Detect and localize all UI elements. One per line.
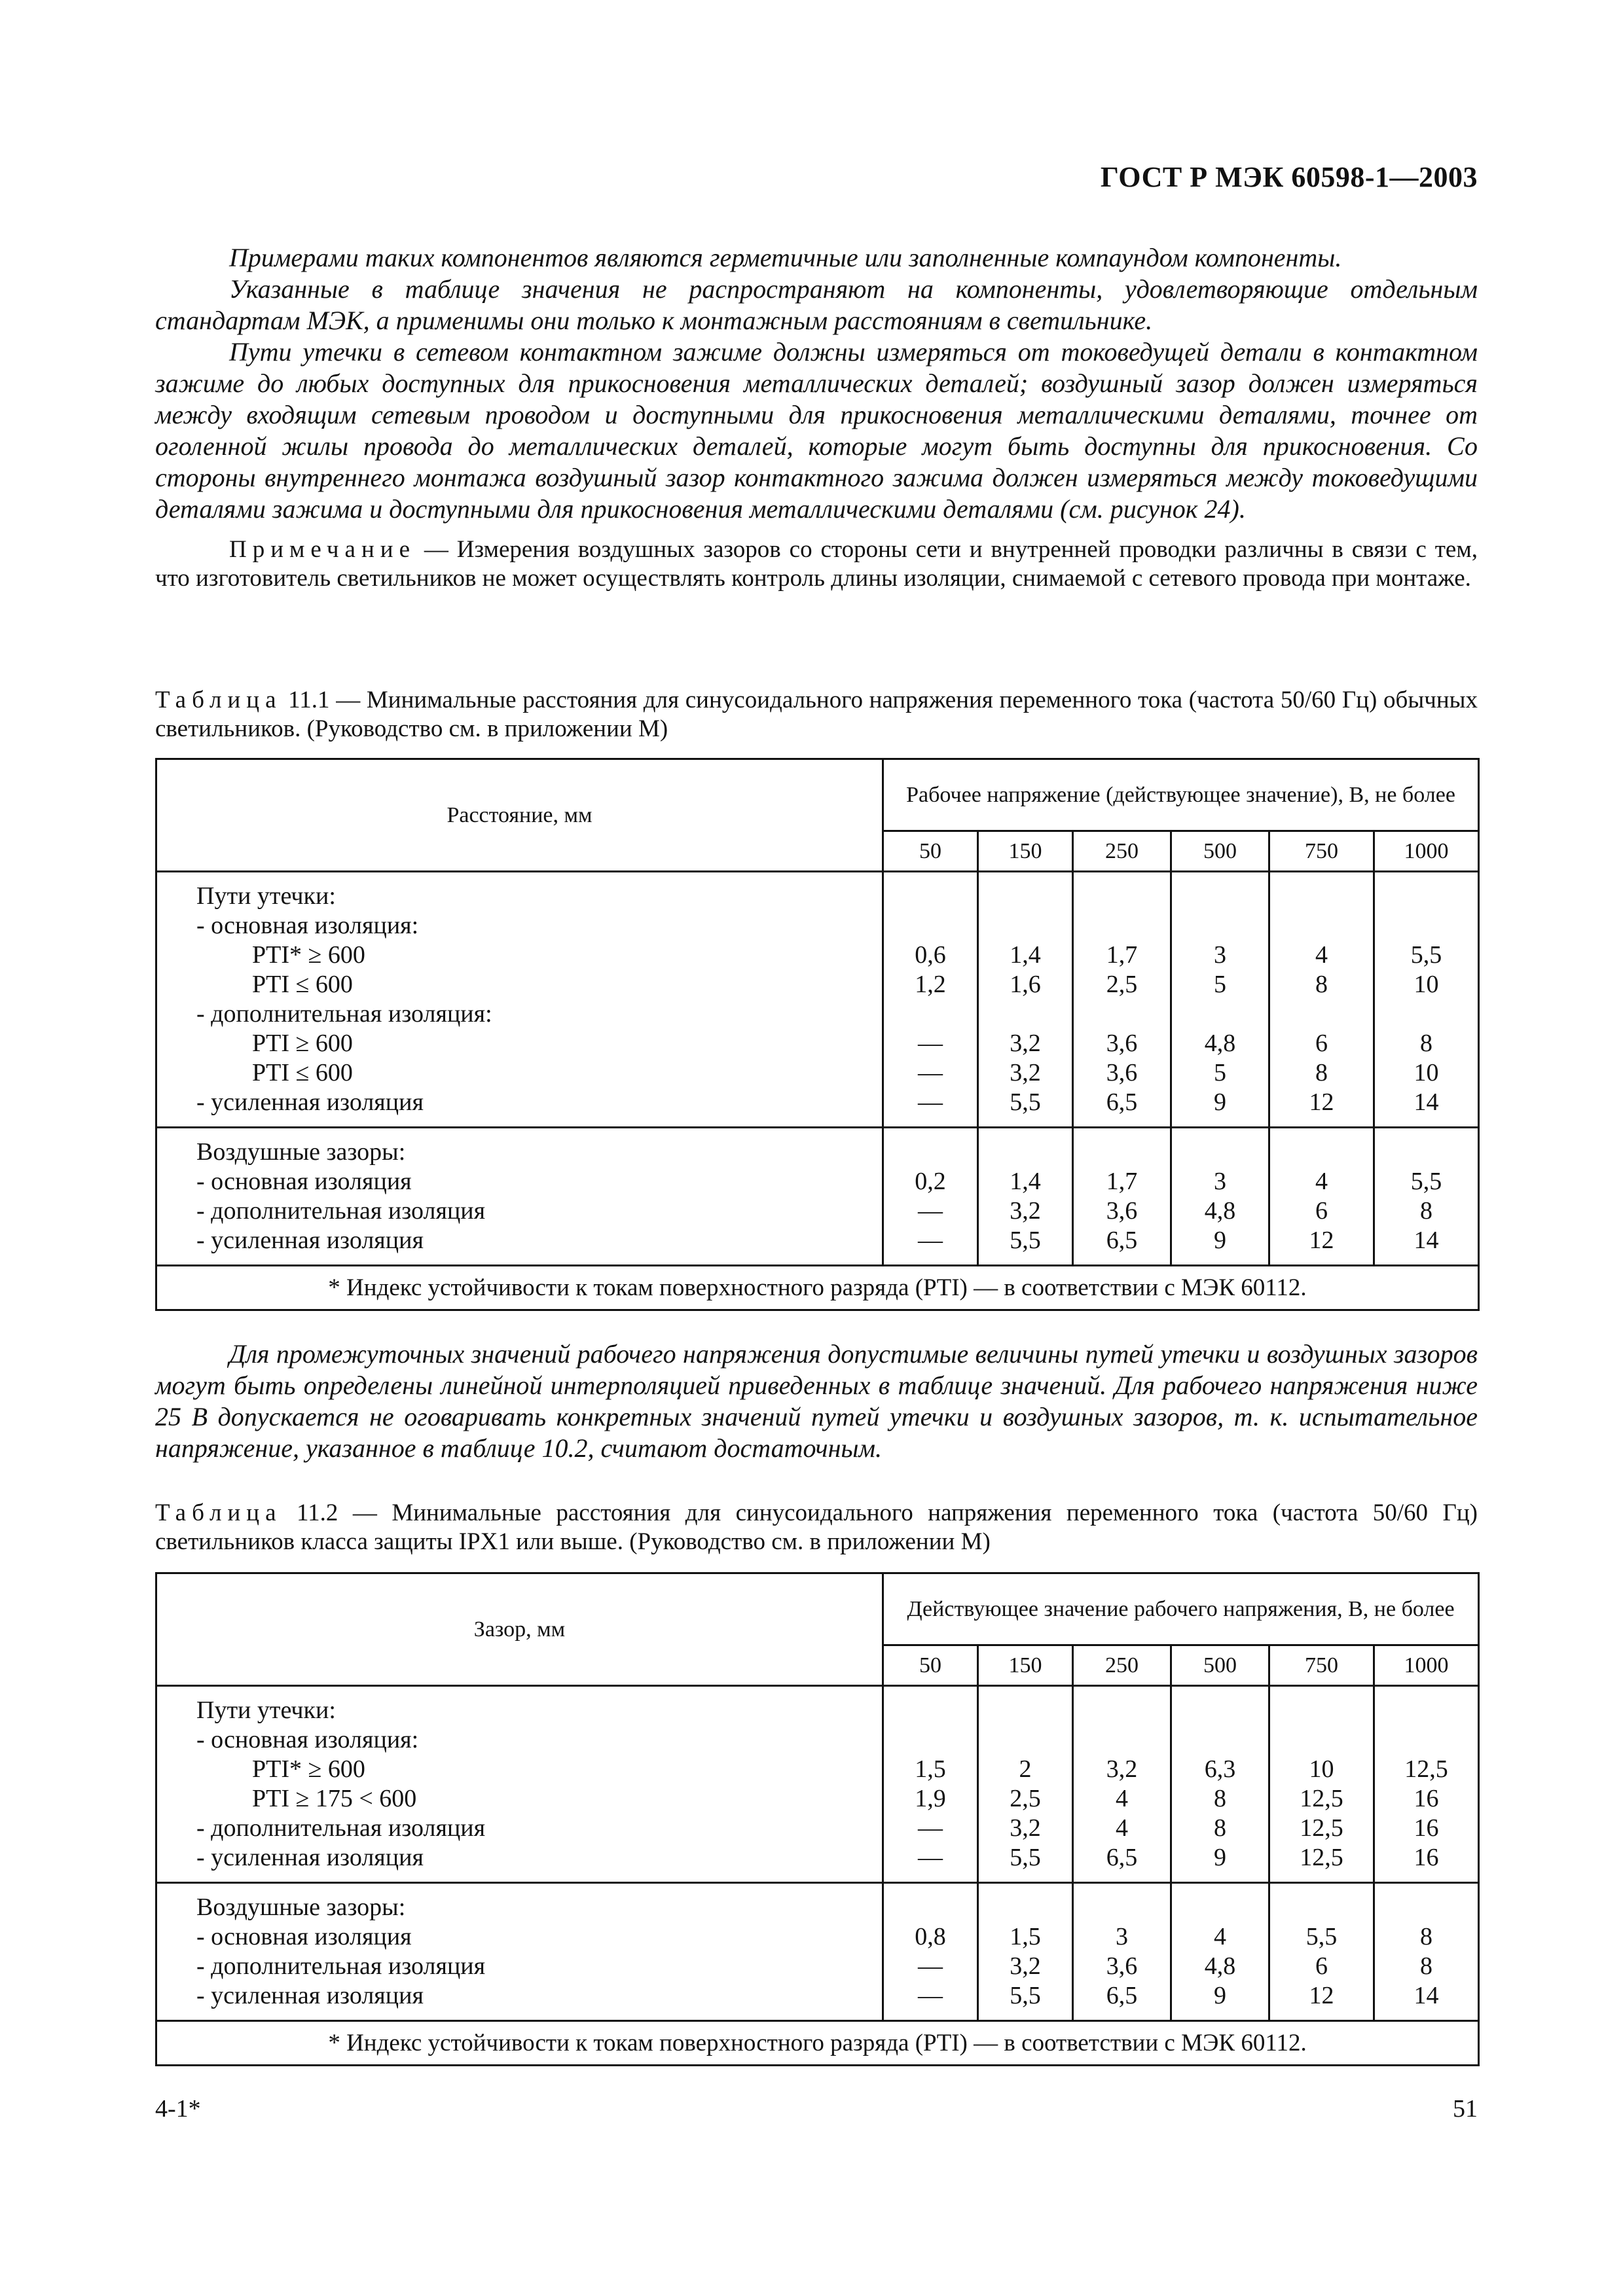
table-cell-value: 4,8: [1204, 1197, 1236, 1225]
label: - усиленная изоляция: [196, 1227, 424, 1254]
table-cell-spacer: [1172, 1893, 1268, 1922]
table-cell-value: 16: [1413, 1844, 1439, 1871]
table-cell-value: 8: [1420, 1030, 1432, 1057]
page-number: 51: [1453, 2095, 1478, 2123]
table-cell-value: 3,2: [1010, 1030, 1041, 1057]
table-cell-spacer: [979, 1725, 1072, 1755]
table-cell-value: 8: [1214, 1814, 1226, 1842]
table1-creepage-col-750: [1269, 872, 1374, 1128]
table-cell-spacer: [884, 882, 977, 911]
table-cell-spacer: [1375, 1893, 1478, 1922]
label: - основная изоляция:: [196, 912, 419, 939]
table1-caption-label: Таблица: [155, 687, 282, 713]
table-cell-value: 3,2: [1010, 1197, 1041, 1225]
table-cell-spacer: [1172, 1696, 1268, 1725]
table1-group-header: Рабочее напряжение (действующее значение), В, не более: [883, 759, 1479, 831]
table-cell-value: 8: [1420, 1197, 1432, 1225]
table-cell-value: 4: [1315, 1168, 1328, 1195]
table-cell-value: 4,8: [1204, 1952, 1236, 1980]
table-cell-value: 3: [1214, 941, 1226, 969]
table-cell-value: 10: [1413, 971, 1439, 998]
table-cell-spacer: [1375, 911, 1478, 941]
table1-footnote: * Индекс устойчивости к токам поверхностного разряда (PTI) — в соответствии с МЭК 60112.: [156, 1266, 1479, 1310]
label: - усиленная изоляция: [196, 1844, 424, 1871]
table-cell-value: 10: [1413, 1059, 1439, 1086]
document-id: ГОСТ Р МЭК 60598-1—2003: [1100, 161, 1478, 193]
table-cell-value: 6: [1315, 1030, 1328, 1057]
table2-voltage-750: 750: [1269, 1645, 1374, 1686]
intro-text: [155, 242, 1478, 593]
table-cell-value: 3: [1214, 1168, 1226, 1195]
table-cell-value: 4: [1116, 1785, 1128, 1812]
table-cell-spacer: [979, 882, 1072, 911]
table-cell-value: 14: [1413, 1982, 1439, 2009]
table-cell-value: 3,2: [1106, 1755, 1138, 1783]
table2-creepage-col-500: [1171, 1686, 1269, 1883]
table-cell-value: 6,5: [1106, 1088, 1138, 1116]
note: [155, 535, 1478, 593]
label: PTI* ≥ 600: [252, 941, 365, 969]
table-cell-value: 6,3: [1204, 1755, 1236, 1783]
table-cell-value: —: [918, 1952, 943, 1980]
table-cell-spacer: [1270, 999, 1373, 1029]
table1-creepage-col-250: [1073, 872, 1171, 1128]
table-cell-spacer: [1270, 882, 1373, 911]
table-cell-value: 6: [1315, 1952, 1328, 1980]
label: PTI* ≥ 600: [252, 1755, 365, 1783]
table-cell-value: 1,5: [1010, 1923, 1041, 1950]
table-cell-spacer: [884, 1138, 977, 1167]
table-cell-spacer: [884, 1893, 977, 1922]
label: PTI ≥ 175 < 600: [252, 1785, 417, 1812]
table-cell-value: 8: [1315, 971, 1328, 998]
table-cell-value: 3,2: [1010, 1059, 1041, 1086]
table2-creepage-col-1000: [1374, 1686, 1479, 1883]
table-cell-spacer: [884, 1725, 977, 1755]
table1-voltage-50: 50: [883, 831, 978, 872]
table-cell-spacer: [979, 911, 1072, 941]
table1-voltage-1000: 1000: [1374, 831, 1479, 872]
label: - дополнительная изоляция: [196, 1197, 486, 1225]
table-cell-value: 9: [1214, 1088, 1226, 1116]
table2-voltage-500: 500: [1171, 1645, 1269, 1686]
table1-caption-text: 11.1 — Минимальные расстояния для синусоидального напряжения переменного тока (частота 50/60 Гц) обычных светильников. (Руководство см. в приложении М): [155, 687, 1478, 742]
table-cell-spacer: [1172, 1138, 1268, 1167]
table2-clearance-col-750: [1269, 1883, 1374, 2021]
paragraph-interpolation: Для промежуточных значений рабочего напряжения допустимые величины путей утечки и воздушных зазоров могут быть определены линейной интерполяцией приведенных в таблице значений. Для рабочего напряжения ниже 25 В допускается не оговаривать конкретных значений путей утечки и воздушных зазоров, т. к. испытательное напряжение, указанное в таблице 10.2, считают достаточным.: [155, 1339, 1478, 1463]
table-11-1: [155, 758, 1480, 1311]
table1-voltage-250: 250: [1073, 831, 1171, 872]
table2-creepage-col-250: [1073, 1686, 1171, 1883]
table2-group-header: Действующее значение рабочего напряжения, В, не более: [883, 1573, 1479, 1645]
table-cell-value: 4: [1116, 1814, 1128, 1842]
table-cell-spacer: [1074, 882, 1170, 911]
table1-row-header: Расстояние, мм: [156, 759, 883, 872]
table2-creepage-labels: [156, 1686, 883, 1883]
table-cell-value: 3,6: [1106, 1197, 1138, 1225]
table-cell-value: 1,4: [1010, 1168, 1041, 1195]
table-cell-value: 14: [1413, 1088, 1439, 1116]
table2-clearance-col-500: [1171, 1883, 1269, 2021]
table-cell-spacer: [1375, 882, 1478, 911]
table1-creepage-col-50: [883, 872, 978, 1128]
label: Пути утечки:: [196, 1696, 336, 1724]
table-cell-spacer: [1074, 1893, 1170, 1922]
table-cell-spacer: [1074, 911, 1170, 941]
table2-row-header: Зазор, мм: [156, 1573, 883, 1686]
interpolation-text: [155, 1338, 1478, 1464]
table-cell-value: 3,2: [1010, 1814, 1041, 1842]
table1-clearance-labels: [156, 1128, 883, 1266]
table-cell-spacer: [1172, 911, 1268, 941]
table1-caption: [155, 686, 1478, 744]
note-text: — Измерения воздушных зазоров со стороны сети и внутренней проводки различны в связи с тем, что изготовитель светильников не может осуществлять контроль длины изоляции, снимаемой с сетевого провода при монтаже.: [155, 536, 1478, 592]
table-cell-spacer: [1270, 1893, 1373, 1922]
table-cell-value: 0,6: [915, 941, 946, 969]
table-cell-spacer: [1172, 1725, 1268, 1755]
table2-voltage-250: 250: [1073, 1645, 1171, 1686]
table-cell-value: 6,5: [1106, 1227, 1138, 1254]
table-cell-value: 5,5: [1010, 1088, 1041, 1116]
table-cell-value: —: [918, 1814, 943, 1842]
table1-clearance-col-500: [1171, 1128, 1269, 1266]
table-cell-spacer: [979, 1893, 1072, 1922]
table-cell-value: 12: [1309, 1982, 1334, 2009]
table2-clearance-labels: [156, 1883, 883, 2021]
table2-creepage-col-150: [978, 1686, 1073, 1883]
table-cell-value: 3,6: [1106, 1030, 1138, 1057]
table1-clearance-col-750: [1269, 1128, 1374, 1266]
table-cell-spacer: [1172, 882, 1268, 911]
table-cell-value: —: [918, 1844, 943, 1871]
table-cell-value: 4: [1315, 941, 1328, 969]
sheet-mark: 4-1*: [155, 2095, 201, 2123]
paragraph-terminals: Пути утечки в сетевом контактном зажиме должны измеряться от токоведущей детали в контактном зажиме до любых доступных для прикосновения металлических деталей; воздушный зазор должен измеряться между входящим сетевым проводом и доступными для прикосновения металлическими деталями, точнее от оголенной жилы провода до металлических деталей, которые могут быть доступны для прикосновения. Со стороны внутреннего монтажа воздушный зазор контактного зажима должен измеряться между токоведущими деталями зажима и доступными для прикосновения металлическими деталями (см. рисунок 24).: [155, 337, 1478, 524]
table-cell-value: 5,5: [1410, 941, 1442, 969]
table-cell-value: 1,7: [1106, 1168, 1138, 1195]
table-11-2: [155, 1572, 1480, 2066]
table-cell-value: 4: [1214, 1923, 1226, 1950]
table-cell-spacer: [884, 1696, 977, 1725]
table-cell-value: 4,8: [1204, 1030, 1236, 1057]
table-cell-spacer: [1074, 999, 1170, 1029]
table-cell-value: 0,2: [915, 1168, 946, 1195]
table-cell-value: 5: [1214, 1059, 1226, 1086]
table-cell-value: 8: [1315, 1059, 1328, 1086]
table2-clearance-col-250: [1073, 1883, 1171, 2021]
table-cell-value: 5,5: [1010, 1227, 1041, 1254]
table-cell-value: —: [918, 1197, 943, 1225]
note-label: Примечание: [229, 536, 416, 563]
table1-clearance-col-150: [978, 1128, 1073, 1266]
table-cell-spacer: [1375, 1725, 1478, 1755]
table-cell-spacer: [1074, 1138, 1170, 1167]
table-cell-value: 16: [1413, 1814, 1439, 1842]
table-cell-value: 0,8: [915, 1923, 946, 1950]
table-cell-spacer: [979, 1696, 1072, 1725]
table-cell-value: —: [918, 1059, 943, 1086]
table-cell-value: 6: [1315, 1197, 1328, 1225]
table-cell-spacer: [884, 999, 977, 1029]
table-cell-value: 5,5: [1305, 1923, 1338, 1950]
table-cell-value: —: [918, 1227, 943, 1254]
table2-voltage-1000: 1000: [1374, 1645, 1479, 1686]
table-cell-value: 14: [1413, 1227, 1439, 1254]
label: - усиленная изоляция: [196, 1982, 424, 2009]
table-cell-value: 8: [1214, 1785, 1226, 1812]
table-cell-spacer: [1270, 911, 1373, 941]
table-cell-value: 6,5: [1106, 1844, 1138, 1871]
table-cell-value: 6,5: [1106, 1982, 1138, 2009]
table-cell-spacer: [1172, 999, 1268, 1029]
label: - усиленная изоляция: [196, 1088, 424, 1116]
table1-voltage-750: 750: [1269, 831, 1374, 872]
table1-clearance-col-250: [1073, 1128, 1171, 1266]
table-cell-value: 12,5: [1300, 1844, 1343, 1871]
table1-clearance-col-1000: [1374, 1128, 1479, 1266]
table-cell-value: 3,2: [1010, 1952, 1041, 1980]
table-cell-value: 2,5: [1106, 971, 1138, 998]
table1-creepage-labels: [156, 872, 883, 1128]
table-cell-spacer: [1074, 1696, 1170, 1725]
table-cell-value: —: [918, 1982, 943, 2009]
table-cell-value: 12,5: [1404, 1755, 1448, 1783]
table-cell-value: 2,5: [1010, 1785, 1041, 1812]
table2-caption-label: Таблица: [155, 1499, 282, 1526]
table1-voltage-500: 500: [1171, 831, 1269, 872]
table-cell-value: 1,9: [915, 1785, 946, 1812]
table-cell-value: 8: [1420, 1952, 1433, 1980]
table-cell-value: 3: [1116, 1923, 1128, 1950]
label: PTI ≤ 600: [252, 1059, 353, 1086]
table1-voltage-150: 150: [978, 831, 1073, 872]
table-cell-spacer: [1375, 999, 1478, 1029]
table2-footnote: * Индекс устойчивости к токам поверхностного разряда (PTI) — в соответствии с МЭК 60112.: [156, 2021, 1479, 2066]
label: - основная изоляция: [196, 1168, 412, 1195]
table-cell-value: 9: [1214, 1982, 1226, 2009]
table2-creepage-col-50: [883, 1686, 978, 1883]
table-cell-spacer: [1270, 1696, 1373, 1725]
table1-creepage-col-500: [1171, 872, 1269, 1128]
table-cell-value: —: [918, 1088, 943, 1116]
table2-caption: [155, 1499, 1478, 1556]
table-cell-spacer: [1375, 1138, 1478, 1167]
table-cell-value: 12: [1309, 1227, 1334, 1254]
table-cell-value: 1,2: [915, 971, 946, 998]
table2-clearance-col-150: [978, 1883, 1073, 2021]
table-cell-value: 1,6: [1010, 971, 1041, 998]
table1-clearance-col-50: [883, 1128, 978, 1266]
table-cell-value: 9: [1214, 1844, 1226, 1871]
table-cell-spacer: [1375, 1696, 1478, 1725]
table-cell-value: 12,5: [1300, 1785, 1343, 1812]
table-cell-value: 2: [1019, 1755, 1032, 1783]
paragraph-components: Указанные в таблице значения не распространяют на компоненты, удовлетворяющие отдельным стандартам МЭК, а применимы они только к монтажным расстояниям в светильнике.: [155, 274, 1478, 335]
table-cell-spacer: [1270, 1138, 1373, 1167]
table-cell-value: 1,4: [1010, 941, 1041, 969]
label: - основная изоляция: [196, 1923, 412, 1950]
table-cell-spacer: [884, 911, 977, 941]
table-cell-value: 12,5: [1300, 1814, 1343, 1842]
table-cell-spacer: [1074, 1725, 1170, 1755]
table-cell-value: 1,5: [915, 1755, 946, 1783]
label: - основная изоляция:: [196, 1726, 419, 1753]
label: - дополнительная изоляция: [196, 1952, 486, 1980]
table2-voltage-150: 150: [978, 1645, 1073, 1686]
table-cell-value: 3,6: [1106, 1059, 1138, 1086]
table-cell-value: 1,7: [1106, 941, 1138, 969]
label: PTI ≥ 600: [252, 1030, 353, 1057]
table-cell-spacer: [1270, 1725, 1373, 1755]
table-cell-value: 8: [1420, 1923, 1433, 1950]
label: PTI ≤ 600: [252, 971, 353, 998]
table-cell-value: 5: [1214, 971, 1226, 998]
table2-voltage-50: 50: [883, 1645, 978, 1686]
table-cell-value: 3,6: [1106, 1952, 1138, 1980]
label: - дополнительная изоляция: [196, 1814, 486, 1842]
label: - дополнительная изоляция:: [196, 1000, 492, 1028]
table2-caption-text: 11.2 — Минимальные расстояния для синусоидального напряжения переменного тока (частота 50/60 Гц) светильников класса защиты IPX1 или выше. (Руководство см. в приложении М): [155, 1499, 1478, 1555]
table2-creepage-col-750: [1269, 1686, 1374, 1883]
table2-clearance-col-50: [883, 1883, 978, 2021]
label: Пути утечки:: [196, 882, 336, 910]
label: Воздушные зазоры:: [196, 1893, 406, 1921]
table-cell-value: 5,5: [1010, 1844, 1041, 1871]
table-cell-value: 10: [1309, 1755, 1334, 1783]
table-cell-value: 16: [1413, 1785, 1439, 1812]
table-cell-spacer: [979, 999, 1072, 1029]
table1-creepage-col-150: [978, 872, 1073, 1128]
table-cell-value: —: [918, 1030, 943, 1057]
label: Воздушные зазоры:: [196, 1138, 406, 1166]
table-cell-value: 12: [1309, 1088, 1334, 1116]
table-cell-value: 5,5: [1010, 1982, 1041, 2009]
table1-creepage-col-1000: [1374, 872, 1479, 1128]
table2-clearance-col-1000: [1374, 1883, 1479, 2021]
table-cell-value: 5,5: [1410, 1168, 1442, 1195]
table-cell-spacer: [979, 1138, 1072, 1167]
paragraph-examples: Примерами таких компонентов являются герметичные или заполненные компаундом компоненты.: [229, 243, 1342, 272]
table-cell-value: 9: [1214, 1227, 1226, 1254]
